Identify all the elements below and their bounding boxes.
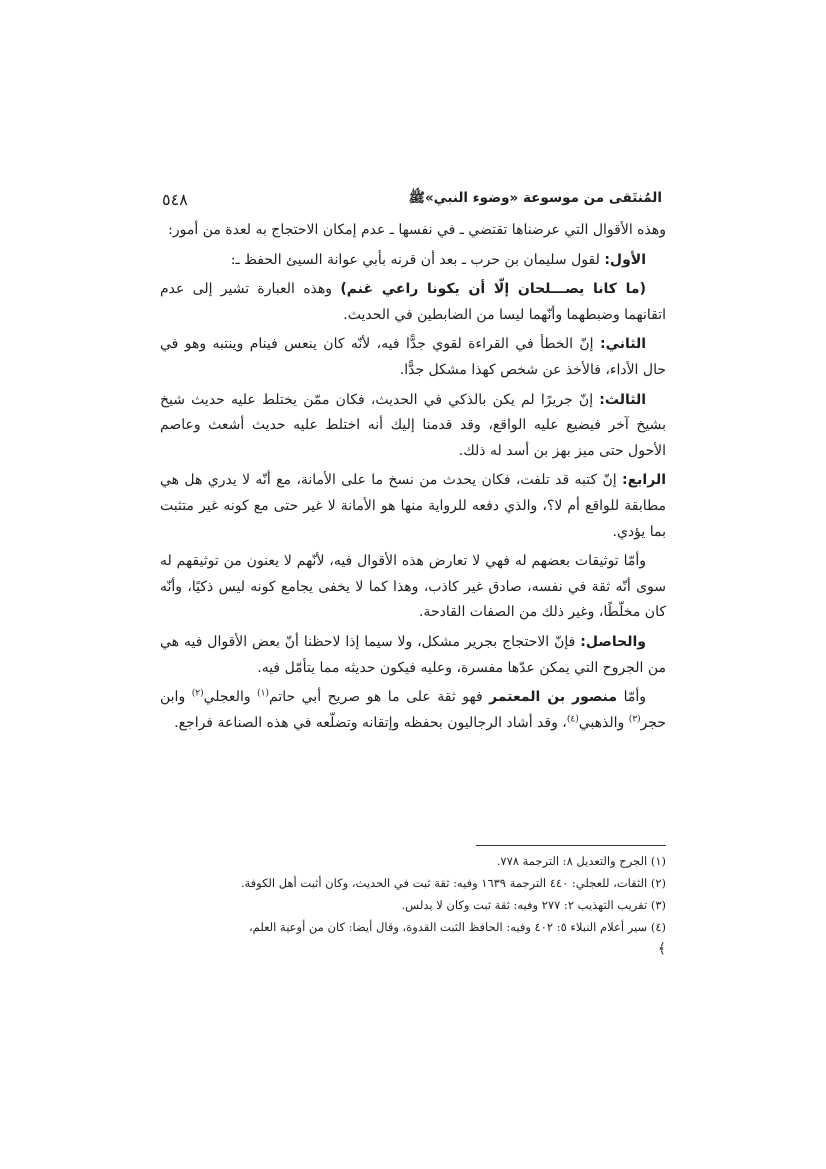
paragraph-text: ، وقد أشاد الرجاليون بحفظه وإتقانه وتضلّعه في هذه الصناعة فراجع.: [174, 714, 567, 731]
paragraph-quote: [160, 277, 666, 328]
point-label: الثاني:: [599, 336, 647, 353]
paragraph-text: والذهبي: [578, 714, 629, 731]
quoted-phrase: (ما كانا يصـــلحان إلّا أن يكونا راعي غنم): [340, 281, 646, 298]
page-number: ٥٤٨: [162, 189, 188, 209]
paragraph-text: وابن حجر: [160, 689, 666, 731]
footnote-2: (٢) الثقات، للعجلي: ٤٤٠ الترجمة ١٦٣٩ وفيه: ثقة ثبت في الحديث، وكان أثبت أهل الكوفة.: [240, 876, 666, 890]
footnote-1: (١) الجرح والتعديل ٨: الترجمة ٧٧٨.: [496, 854, 666, 868]
page-header: [162, 186, 662, 212]
paragraph-text: وأمّا: [617, 689, 646, 706]
continuation-mark: ﴾: [657, 941, 666, 957]
paragraph-text: إنّ جريرًا لم يكن بالذكي في الحديث، فكان ممّن يختلط عليه حديث شيخ بشيخ آخر فيضيع عليه الواقع، وقد قدمنا إليك أنه اختلط عليه حديث أشعث وعاصم الأحول حتى ميز بهز بن أسد له ذلك.: [160, 391, 666, 459]
footnote-ref-4[interactable]: (٤): [566, 714, 579, 725]
paragraph-text: فهو ثقة على ما هو صريح أبي حاتم: [269, 689, 490, 706]
narrator-name: منصور بن المعتمر: [489, 689, 618, 706]
main-text: [160, 218, 666, 740]
point-label: والحاصل:: [580, 633, 646, 650]
paragraph-mansur: [160, 685, 666, 736]
footnote-3: (٣) تقريب التهذيب ٢: ٢٧٧ وفيه: ثقة ثبت وكان لا يدلس.: [401, 898, 666, 912]
footnote-ref-3[interactable]: (٣): [628, 714, 641, 725]
point-label: الأول:: [604, 251, 646, 268]
paragraph-third-point: [160, 388, 666, 465]
paragraph-fourth-point: [160, 468, 666, 545]
footnote-divider: [476, 845, 666, 846]
paragraph-intro: [160, 218, 666, 244]
paragraph-text: وأمّا توثيقات بعضهم له فهي لا تعارض هذه الأقوال فيه، لأنّهم لا يعنون من توثيقهم له سوى أنّه ثقة في نفسه، صادق غير كاذب، وهذا كما لا يخفى يجامع كونه ليس ذكيًا، وأنّه كان مخلّطًا، وغير ذلك من الصفات القادحة.: [160, 553, 666, 621]
point-label: الرابع:: [622, 472, 666, 489]
paragraph-conclusion: [160, 630, 666, 681]
footnotes: [160, 850, 666, 960]
paragraph-second-point: [160, 332, 666, 383]
point-label: الثالث:: [599, 391, 646, 408]
paragraph-text: فإنّ الاحتجاج بجرير مشكل، ولا سيما إذا لاحظنا أنّ بعض الأقوال فيه هي من الجروح التي يمكن عدّها مفسرة، وعليه فيكون حديثه مما يتأمّل فيه.: [160, 633, 666, 676]
paragraph-text: وهذه الأقوال التي عرضناها تقتضي ـ في نفسها ـ عدم إمكان الاحتجاج به لعدة من أمور:: [168, 222, 666, 238]
paragraph-tawthiqat: [160, 549, 666, 626]
paragraph-first-point: [160, 248, 666, 274]
footnote-ref-2[interactable]: (٢): [191, 688, 204, 699]
paragraph-text: إنّ الخطأ في القراءة لقوي جدًّا فيه، لأنّه كان ينعس فينام وينتبه وهو في حال الأداء، فالأخذ عن شخص كهذا مشكل جدًّا.: [160, 336, 666, 378]
footnote-continuation: [160, 938, 666, 960]
paragraph-text: والعجلي: [203, 689, 258, 706]
footnote-ref-1[interactable]: (١): [257, 688, 269, 699]
paragraph-text: وهذه العبارة تشير إلى عدم اتقانهما وضبطهما وأنّهما ليسا من الضابطين في الحديث.: [160, 281, 666, 323]
running-title: المُنتَقى من موسوعة «وضوء النبي»ﷺ: [408, 190, 662, 206]
paragraph-text: لقول سليمان بن حرب ـ بعد أن قرنه بأبي عوانة السيئ الحفظ ـ:: [230, 251, 605, 268]
footnote-4: (٤) سير أعلام النبلاء ٥: ٤٠٢ وفيه: الحافظ الثبت القدوة، وقال أيضا: كان من أوعية العلم،: [248, 920, 666, 934]
paragraph-text: إنّ كتبه قد تلفت، فكان يحدث من نسخ ما على الأمانة، مع أنّه لا يدري هل هي مطابقة للواقع أم لا؟، والذي دفعه للرواية منها هو الأمانة لا غير حتى مع كونه غير متثبت بما يؤدي.: [160, 472, 666, 540]
